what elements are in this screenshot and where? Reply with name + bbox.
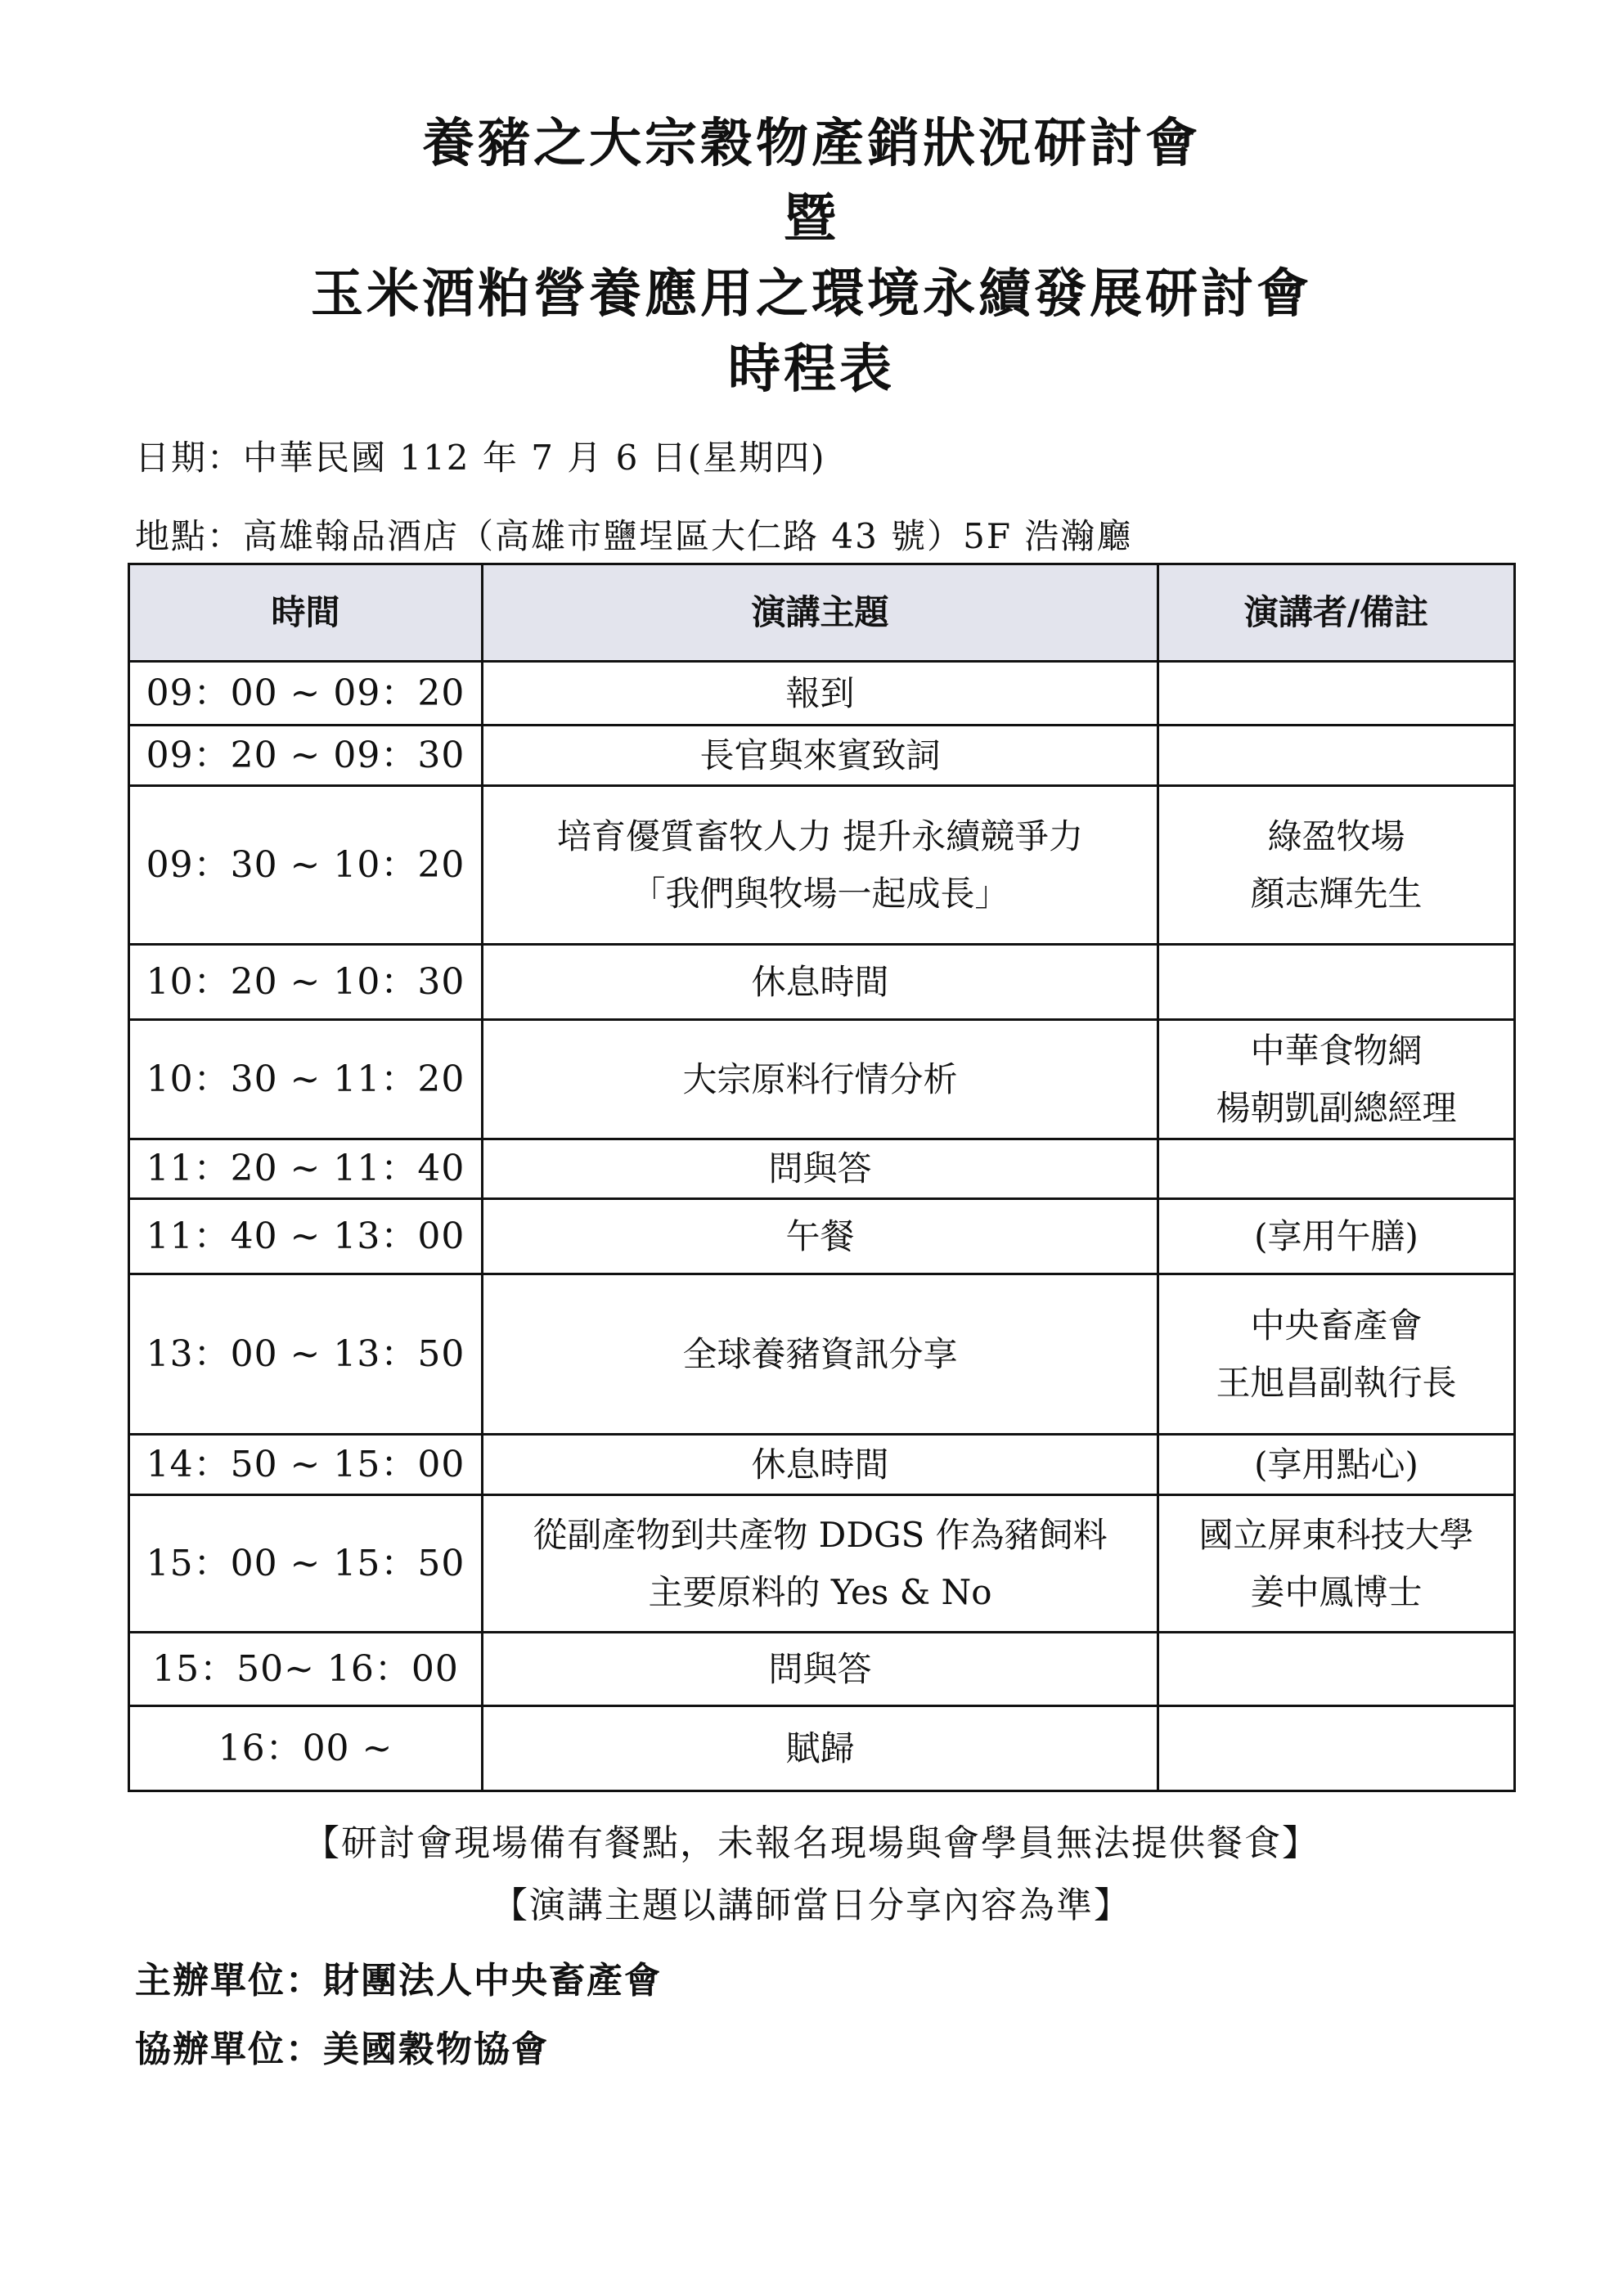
event-date: 日期：中華民國 112 年 7 月 6 日(星期四) <box>135 438 826 478</box>
row-topic <box>483 1435 1158 1495</box>
row-speaker <box>1158 1495 1515 1633</box>
row-topic-line-1: 從副產物到共產物 DDGS 作為豬飼料 <box>533 1514 1108 1555</box>
row-time: 14：50 ~ 15：00 <box>129 1435 483 1495</box>
row-topic <box>483 1139 1158 1199</box>
row-speaker-name: 王旭昌副執行長 <box>1216 1362 1457 1403</box>
row-speaker <box>1158 1435 1515 1495</box>
table-row <box>129 1139 1515 1199</box>
row-time: 09：00 ~ 09：20 <box>129 662 483 726</box>
row-speaker-org: 綠盈牧場 <box>1267 816 1405 856</box>
table-row <box>129 1274 1515 1435</box>
event-location: 地點：高雄翰品酒店（高雄市鹽埕區大仁路 43 號）5F 浩瀚廳 <box>135 516 1133 556</box>
row-topic <box>483 726 1158 786</box>
row-time: 16：00 ~ <box>129 1706 483 1791</box>
row-speaker <box>1158 1274 1515 1435</box>
row-time: 11：20 ~ 11：40 <box>129 1139 483 1199</box>
row-time: 11：40 ~ 13：00 <box>129 1199 483 1274</box>
title-line-1: 養豬之大宗穀物產銷狀況研討會 <box>422 114 1201 174</box>
row-topic-line: 報到 <box>785 672 855 713</box>
header-time: 時間 <box>129 564 483 662</box>
table-row <box>129 1435 1515 1495</box>
row-time: 10：30 ~ 11：20 <box>129 1020 483 1139</box>
row-speaker-name: 姜中鳳博士 <box>1250 1571 1423 1612</box>
row-time: 09：30 ~ 10：20 <box>129 786 483 945</box>
row-topic-line: 休息時間 <box>751 1444 889 1485</box>
row-topic-line-2: 「我們與牧場一起成長」 <box>631 873 1009 914</box>
table-row <box>129 1633 1515 1706</box>
row-topic-line-2: 主要原料的 Yes & No <box>648 1571 992 1612</box>
row-topic <box>483 662 1158 726</box>
row-topic <box>483 1706 1158 1791</box>
table-row <box>129 1199 1515 1274</box>
row-speaker <box>1158 662 1515 726</box>
row-topic <box>483 786 1158 945</box>
row-topic-line: 賦歸 <box>785 1728 855 1768</box>
row-time: 15：50~ 16：00 <box>129 1633 483 1706</box>
header-speaker: 演講者/備註 <box>1158 564 1515 662</box>
meal-note: 【研討會現場備有餐點，未報名現場與會學員無法提供餐食】 <box>303 1822 1320 1864</box>
title-line-3: 玉米酒粕營養應用之環境永續發展研討會 <box>311 264 1312 325</box>
row-speaker-org: 國立屏東科技大學 <box>1198 1514 1474 1555</box>
row-speaker <box>1158 1706 1515 1791</box>
table-row <box>129 1020 1515 1139</box>
row-topic <box>483 1495 1158 1633</box>
row-topic <box>483 945 1158 1020</box>
row-time: 15：00 ~ 15：50 <box>129 1495 483 1633</box>
row-topic-line: 問與答 <box>768 1648 872 1689</box>
row-speaker <box>1158 1139 1515 1199</box>
title-line-2: 暨 <box>784 189 839 249</box>
header-topic: 演講主題 <box>483 564 1158 662</box>
table-row <box>129 1706 1515 1791</box>
row-topic-line: 問與答 <box>768 1148 872 1188</box>
table-row <box>129 945 1515 1020</box>
table-row <box>129 1495 1515 1633</box>
row-speaker <box>1158 726 1515 786</box>
table-row <box>129 662 1515 726</box>
row-speaker <box>1158 1633 1515 1706</box>
row-time: 13：00 ~ 13：50 <box>129 1274 483 1435</box>
row-topic-line: 大宗原料行情分析 <box>682 1058 958 1099</box>
schedule-table <box>128 563 1516 1792</box>
row-speaker <box>1158 945 1515 1020</box>
row-topic <box>483 1199 1158 1274</box>
title-line-4: 時程表 <box>728 339 895 400</box>
topic-note: 【演講主題以講師當日分享內容為準】 <box>492 1885 1131 1926</box>
row-speaker-note: (享用午膳) <box>1254 1215 1418 1256</box>
table-header-row <box>129 564 1515 662</box>
row-time: 09：20 ~ 09：30 <box>129 726 483 786</box>
row-topic <box>483 1274 1158 1435</box>
row-topic-line: 午餐 <box>785 1215 855 1256</box>
row-topic-line-1: 培育優質畜牧人力 提升永續競爭力 <box>556 816 1084 856</box>
row-topic-line: 休息時間 <box>751 961 889 1002</box>
host-organizer: 主辦單位：財團法人中央畜產會 <box>135 1960 662 2002</box>
row-speaker <box>1158 1199 1515 1274</box>
row-speaker-name: 顏志輝先生 <box>1250 873 1423 914</box>
row-speaker <box>1158 786 1515 945</box>
row-speaker <box>1158 1020 1515 1139</box>
table-row <box>129 786 1515 945</box>
row-speaker-note: (享用點心) <box>1254 1444 1418 1485</box>
row-topic-line: 長官與來賓致詞 <box>699 735 941 775</box>
co-host-organizer: 協辦單位：美國穀物協會 <box>135 2029 549 2070</box>
row-time: 10：20 ~ 10：30 <box>129 945 483 1020</box>
row-speaker-org: 中央畜產會 <box>1250 1305 1423 1346</box>
row-topic <box>483 1633 1158 1706</box>
row-topic <box>483 1020 1158 1139</box>
table-row <box>129 726 1515 786</box>
row-speaker-name: 楊朝凱副總經理 <box>1216 1087 1457 1128</box>
row-speaker-org: 中華食物網 <box>1250 1030 1423 1071</box>
row-topic-line: 全球養豬資訊分享 <box>682 1333 958 1374</box>
